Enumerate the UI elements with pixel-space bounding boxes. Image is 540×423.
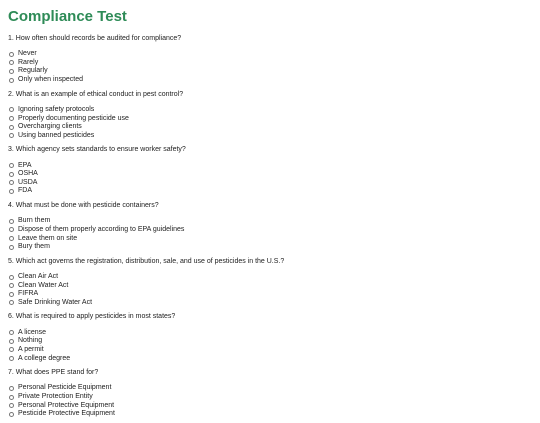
radio-button[interactable] (9, 300, 14, 305)
answer-option[interactable] (8, 226, 532, 235)
option-label: Nothing (18, 337, 43, 345)
option-label: Personal Protective Equipment (18, 401, 115, 409)
answer-option[interactable] (8, 299, 532, 308)
radio-button[interactable] (9, 219, 14, 224)
option-label: Only when inspected (18, 76, 83, 84)
answer-option[interactable] (8, 354, 532, 363)
question-text: 5. Which act governs the registration, distribution, sale, and use of pesticides in the U.S.? (8, 257, 285, 265)
radio-button[interactable] (9, 412, 14, 417)
radio-button[interactable] (9, 283, 14, 288)
option-label: Dispose of them properly according to EPA guidelines (18, 225, 185, 233)
option-label: FDA (18, 187, 32, 195)
radio-button[interactable] (9, 189, 14, 194)
question-4 (8, 201, 532, 256)
radio-button[interactable] (9, 52, 14, 57)
answer-option[interactable] (8, 187, 532, 196)
question-6 (8, 312, 532, 367)
radio-button[interactable] (9, 339, 14, 344)
radio-button[interactable] (9, 180, 14, 185)
radio-button[interactable] (9, 386, 14, 391)
question-text: 4. What must be done with pesticide containers? (8, 202, 159, 210)
radio-button[interactable] (9, 330, 14, 335)
answer-option[interactable] (8, 337, 532, 346)
option-label: OSHA (18, 170, 38, 178)
option-label: Pesticide Protective Equipment (18, 410, 115, 418)
option-label: Regularly (18, 67, 48, 75)
radio-button[interactable] (9, 60, 14, 65)
option-label: Private Protection Entity (18, 393, 93, 401)
option-label: USDA (18, 178, 38, 186)
radio-button[interactable] (9, 275, 14, 280)
answer-option[interactable] (8, 67, 532, 76)
answer-option[interactable] (8, 234, 532, 243)
question-2 (8, 90, 532, 145)
radio-button[interactable] (9, 356, 14, 361)
option-label: A license (18, 328, 47, 336)
radio-button[interactable] (9, 125, 14, 130)
radio-button[interactable] (9, 78, 14, 83)
answer-option[interactable] (8, 328, 532, 337)
question-text: 2. What is an example of ethical conduct in pest control? (8, 90, 184, 98)
answer-option[interactable] (8, 123, 532, 132)
answer-option[interactable] (8, 59, 532, 68)
answer-option[interactable] (8, 114, 532, 123)
radio-button[interactable] (9, 403, 14, 408)
option-label: Personal Pesticide Equipment (18, 384, 112, 392)
question-text: 6. What is required to apply pesticides in most states? (8, 313, 176, 321)
page-title: Compliance Test (8, 8, 127, 25)
question-1 (8, 34, 532, 89)
answer-option[interactable] (8, 217, 532, 226)
radio-button[interactable] (9, 69, 14, 74)
question-7 (8, 368, 532, 423)
answer-option[interactable] (8, 50, 532, 59)
question-text: 3. Which agency sets standards to ensure worker safety? (8, 146, 186, 154)
option-label: Overcharging clients (18, 123, 82, 131)
answer-option[interactable] (8, 131, 532, 140)
answer-option[interactable] (8, 401, 532, 410)
option-label: Rarely (18, 58, 39, 66)
option-label: Clean Air Act (18, 273, 59, 281)
radio-button[interactable] (9, 133, 14, 138)
answer-option[interactable] (8, 410, 532, 419)
answer-option[interactable] (8, 170, 532, 179)
radio-button[interactable] (9, 292, 14, 297)
radio-button[interactable] (9, 245, 14, 250)
option-label: Burn them (18, 217, 51, 225)
radio-button[interactable] (9, 347, 14, 352)
option-label: FIFRA (18, 290, 39, 298)
radio-button[interactable] (9, 163, 14, 168)
radio-button[interactable] (9, 116, 14, 121)
question-text: 1. How often should records be audited for compliance? (8, 35, 182, 42)
option-label: Ignoring safety protocols (18, 105, 95, 113)
question-5 (8, 257, 532, 312)
answer-option[interactable] (8, 290, 532, 299)
answer-option[interactable] (8, 273, 532, 282)
answer-option[interactable] (8, 281, 532, 290)
option-label: A permit (18, 345, 44, 353)
option-label: Never (18, 50, 37, 58)
option-label: Clean Water Act (18, 281, 69, 289)
option-label: A college degree (18, 354, 71, 362)
answer-option[interactable] (8, 179, 532, 188)
radio-button[interactable] (9, 227, 14, 232)
option-label: Using banned pesticides (18, 131, 95, 139)
answer-option[interactable] (8, 393, 532, 402)
option-label: Leave them on site (18, 234, 78, 242)
answer-option[interactable] (8, 346, 532, 355)
answer-option[interactable] (8, 384, 532, 393)
radio-button[interactable] (9, 236, 14, 241)
option-label: EPA (18, 161, 32, 169)
option-label: Properly documenting pesticide use (18, 114, 129, 122)
question-3 (8, 145, 532, 200)
answer-option[interactable] (8, 243, 532, 252)
option-label: Safe Drinking Water Act (18, 298, 93, 306)
answer-option[interactable] (8, 106, 532, 115)
answer-option[interactable] (8, 76, 532, 85)
option-label: Bury them (18, 243, 50, 251)
question-text: 7. What does PPE stand for? (8, 369, 99, 377)
radio-button[interactable] (9, 395, 14, 400)
radio-button[interactable] (9, 172, 14, 177)
radio-button[interactable] (9, 107, 14, 112)
answer-option[interactable] (8, 161, 532, 170)
